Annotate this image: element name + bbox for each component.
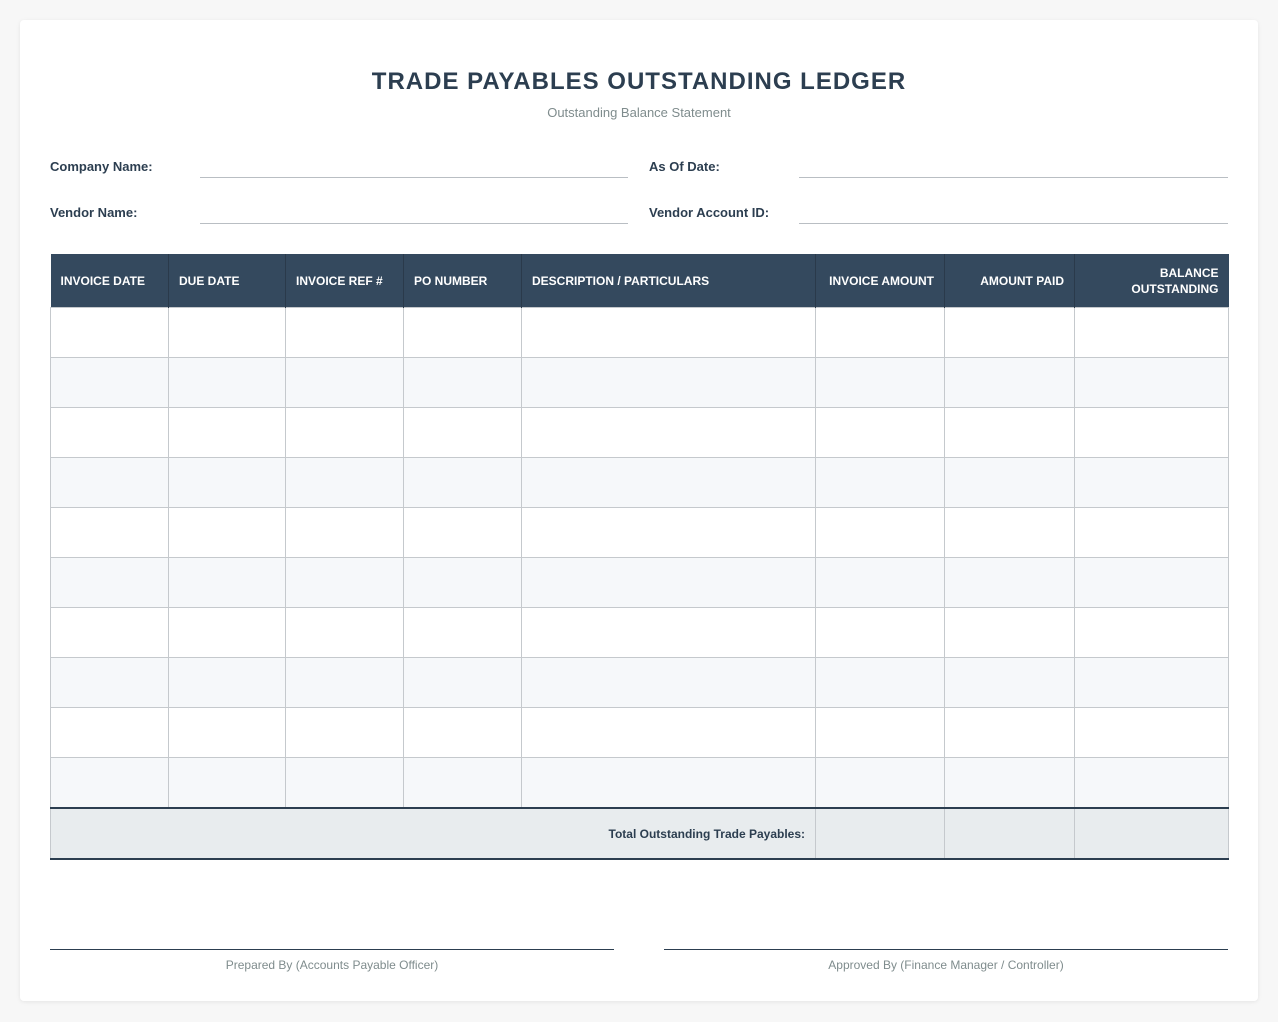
total-balance-outstanding-cell[interactable] <box>1075 808 1229 859</box>
table-cell[interactable] <box>404 758 522 809</box>
table-cell[interactable] <box>1075 708 1229 758</box>
table-cell[interactable] <box>169 758 286 809</box>
table-cell[interactable] <box>51 608 169 658</box>
table-cell[interactable] <box>404 458 522 508</box>
table-header-row <box>51 254 1229 308</box>
payables-ledger-table <box>50 254 1229 860</box>
table-cell[interactable] <box>286 558 404 608</box>
table-cell[interactable] <box>51 358 169 408</box>
table-cell[interactable] <box>169 308 286 358</box>
table-cell[interactable] <box>522 758 816 809</box>
table-cell[interactable] <box>286 408 404 458</box>
table-cell[interactable] <box>816 608 945 658</box>
table-cell[interactable] <box>945 458 1075 508</box>
table-cell[interactable] <box>169 508 286 558</box>
table-cell[interactable] <box>816 708 945 758</box>
table-cell[interactable] <box>816 508 945 558</box>
total-invoice-amount-cell[interactable] <box>816 808 945 859</box>
table-cell[interactable] <box>286 458 404 508</box>
table-cell[interactable] <box>286 608 404 658</box>
table-row <box>51 308 1229 358</box>
table-cell[interactable] <box>522 308 816 358</box>
table-cell[interactable] <box>404 308 522 358</box>
vendor-name-field[interactable] <box>200 223 628 224</box>
table-row <box>51 758 1229 809</box>
table-cell[interactable] <box>522 608 816 658</box>
table-cell[interactable] <box>816 658 945 708</box>
table-cell[interactable] <box>522 508 816 558</box>
table-cell[interactable] <box>404 358 522 408</box>
total-outstanding-label: Total Outstanding Trade Payables: <box>51 808 816 859</box>
table-cell[interactable] <box>522 358 816 408</box>
table-cell[interactable] <box>169 658 286 708</box>
table-cell[interactable] <box>404 408 522 458</box>
table-cell[interactable] <box>1075 608 1229 658</box>
table-cell[interactable] <box>169 408 286 458</box>
table-cell[interactable] <box>51 558 169 608</box>
table-cell[interactable] <box>522 558 816 608</box>
table-cell[interactable] <box>404 608 522 658</box>
document-subtitle: Outstanding Balance Statement <box>547 105 731 120</box>
table-row <box>51 708 1229 758</box>
table-cell[interactable] <box>945 358 1075 408</box>
table-cell[interactable] <box>51 408 169 458</box>
column-header-description: DESCRIPTION / PARTICULARS <box>522 254 816 308</box>
table-cell[interactable] <box>522 458 816 508</box>
table-cell[interactable] <box>816 358 945 408</box>
document-title: TRADE PAYABLES OUTSTANDING LEDGER <box>371 68 907 95</box>
total-row <box>51 808 1229 859</box>
table-cell[interactable] <box>51 508 169 558</box>
table-cell[interactable] <box>1075 458 1229 508</box>
table-cell[interactable] <box>169 358 286 408</box>
table-cell[interactable] <box>286 758 404 809</box>
table-row <box>51 558 1229 608</box>
table-row <box>51 458 1229 508</box>
prepared-by-label: Prepared By (Accounts Payable Officer) <box>225 958 439 972</box>
table-cell[interactable] <box>51 308 169 358</box>
table-cell[interactable] <box>522 408 816 458</box>
table-cell[interactable] <box>404 508 522 558</box>
table-cell[interactable] <box>1075 758 1229 809</box>
table-cell[interactable] <box>51 758 169 809</box>
table-row <box>51 408 1229 458</box>
total-amount-paid-cell[interactable] <box>945 808 1075 859</box>
table-cell[interactable] <box>51 458 169 508</box>
table-cell[interactable] <box>945 508 1075 558</box>
table-cell[interactable] <box>1075 508 1229 558</box>
table-cell[interactable] <box>169 708 286 758</box>
column-header-invoice-amount: INVOICE AMOUNT <box>816 254 945 308</box>
table-cell[interactable] <box>945 608 1075 658</box>
table-cell[interactable] <box>522 658 816 708</box>
company-name-field[interactable] <box>200 177 628 178</box>
ledger-sheet <box>20 20 1258 1001</box>
column-header-amount-paid: AMOUNT PAID <box>945 254 1075 308</box>
table-cell[interactable] <box>816 758 945 809</box>
table-row <box>51 658 1229 708</box>
table-cell[interactable] <box>945 758 1075 809</box>
vendor-account-id-field[interactable] <box>799 223 1228 224</box>
approved-by-signature-line[interactable] <box>664 949 1228 950</box>
column-header-po-number: PO NUMBER <box>404 254 522 308</box>
column-header-due-date: DUE DATE <box>169 254 286 308</box>
table-cell[interactable] <box>169 458 286 508</box>
table-cell[interactable] <box>522 708 816 758</box>
as-of-date-label: As Of Date: <box>649 159 720 174</box>
table-cell[interactable] <box>286 508 404 558</box>
table-cell[interactable] <box>51 708 169 758</box>
table-cell[interactable] <box>816 558 945 608</box>
table-cell[interactable] <box>286 358 404 408</box>
prepared-by-signature-line[interactable] <box>50 949 614 950</box>
table-cell[interactable] <box>286 308 404 358</box>
table-row <box>51 358 1229 408</box>
vendor-name-label: Vendor Name: <box>50 205 138 220</box>
table-cell[interactable] <box>169 558 286 608</box>
table-cell[interactable] <box>816 458 945 508</box>
table-row <box>51 608 1229 658</box>
as-of-date-field[interactable] <box>799 177 1228 178</box>
column-header-invoice-date: INVOICE DATE <box>51 254 169 308</box>
table-cell[interactable] <box>404 708 522 758</box>
table-row <box>51 508 1229 558</box>
table-cell[interactable] <box>945 308 1075 358</box>
approved-by-label: Approved By (Finance Manager / Controller) <box>828 958 1064 972</box>
table-cell[interactable] <box>945 408 1075 458</box>
table-cell[interactable] <box>945 558 1075 608</box>
table-cell[interactable] <box>51 658 169 708</box>
column-header-balance-outstanding: BALANCE OUTSTANDING <box>1075 254 1229 308</box>
table-cell[interactable] <box>945 658 1075 708</box>
table-cell[interactable] <box>169 608 286 658</box>
table-cell[interactable] <box>816 408 945 458</box>
table-cell[interactable] <box>1075 358 1229 408</box>
company-name-label: Company Name: <box>50 159 153 174</box>
table-cell[interactable] <box>1075 408 1229 458</box>
table-cell[interactable] <box>1075 658 1229 708</box>
table-cell[interactable] <box>1075 558 1229 608</box>
table-cell[interactable] <box>404 558 522 608</box>
table-cell[interactable] <box>945 708 1075 758</box>
table-cell[interactable] <box>404 658 522 708</box>
table-cell[interactable] <box>816 308 945 358</box>
column-header-invoice-ref: INVOICE REF # <box>286 254 404 308</box>
vendor-account-id-label: Vendor Account ID: <box>649 205 770 220</box>
table-cell[interactable] <box>286 708 404 758</box>
table-cell[interactable] <box>1075 308 1229 358</box>
table-cell[interactable] <box>286 658 404 708</box>
